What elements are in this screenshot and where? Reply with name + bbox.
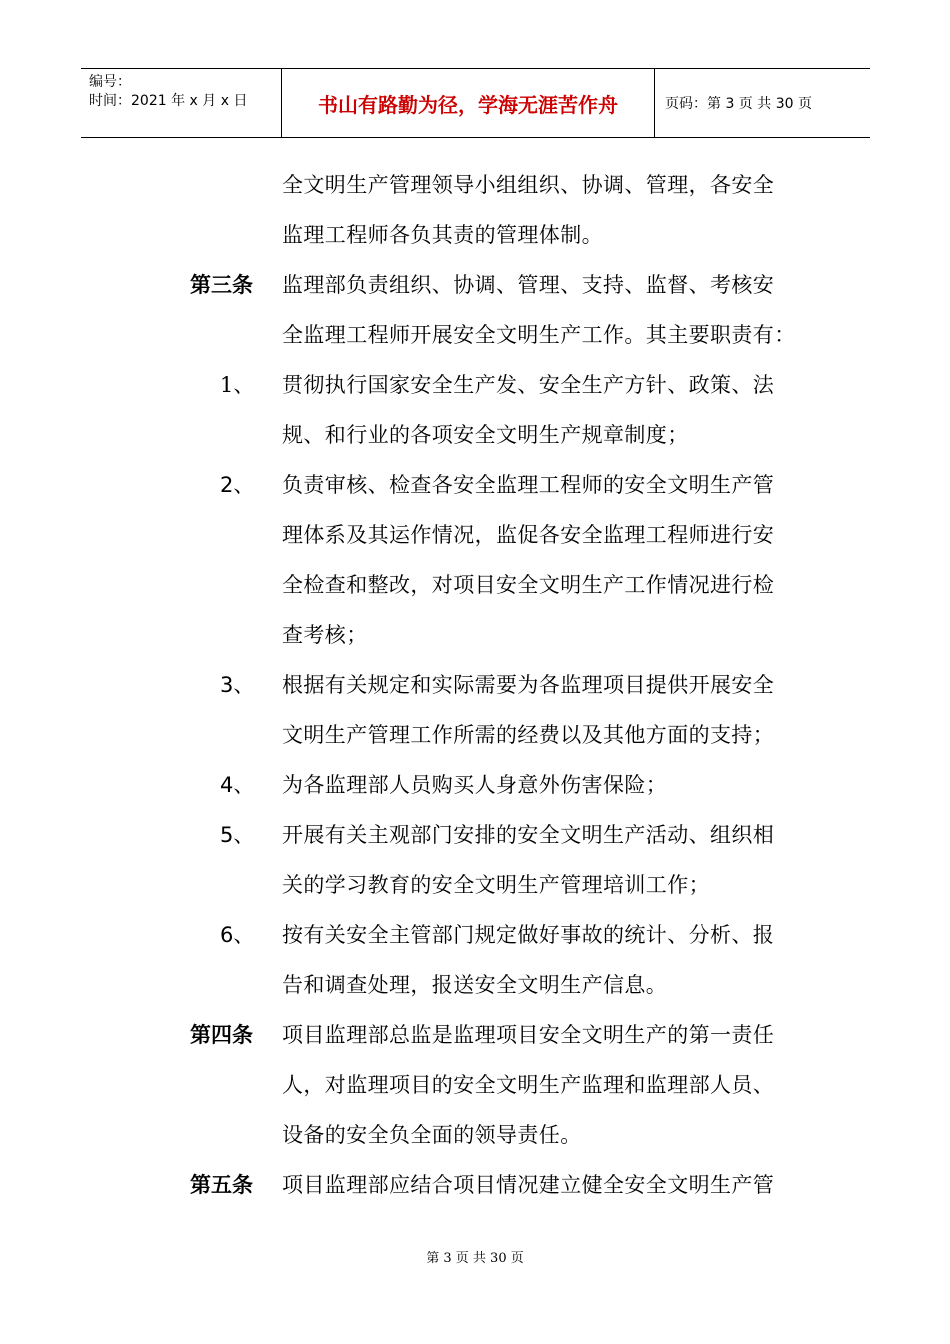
header-meta bbox=[81, 69, 282, 137]
line-text: 设备的安全负全面的领导责任。 bbox=[282, 1123, 582, 1147]
line-text: 监理部负责组织、协调、管理、支持、监督、考核安 bbox=[282, 273, 775, 297]
line-text: 负责审核、检查各安全监理工程师的安全文明生产管 bbox=[282, 473, 775, 497]
text-line bbox=[0, 910, 950, 960]
document-number: 编号： bbox=[89, 74, 131, 90]
text-line bbox=[0, 1010, 950, 1060]
article-label: 第四条 bbox=[190, 1023, 253, 1047]
document-body bbox=[0, 160, 950, 1210]
list-number: 5、 bbox=[220, 823, 255, 847]
text-line bbox=[0, 410, 950, 460]
line-text: 为各监理部人员购买人身意外伤害保险； bbox=[282, 773, 668, 797]
list-number: 2、 bbox=[220, 473, 255, 497]
line-text: 查考核； bbox=[282, 623, 368, 647]
text-line bbox=[0, 210, 950, 260]
text-line bbox=[0, 360, 950, 410]
text-line bbox=[0, 160, 950, 210]
text-line bbox=[0, 1160, 950, 1210]
text-line bbox=[0, 260, 950, 310]
line-text: 监理工程师各负其责的管理体制。 bbox=[282, 223, 603, 247]
line-text: 人，对监理项目的安全文明生产监理和监理部人员、 bbox=[282, 1073, 775, 1097]
text-line bbox=[0, 310, 950, 360]
list-number: 6、 bbox=[220, 923, 255, 947]
line-text: 全监理工程师开展安全文明生产工作。其主要职责有： bbox=[282, 323, 796, 347]
header-table bbox=[81, 68, 870, 138]
article-label: 第五条 bbox=[190, 1173, 253, 1197]
text-line bbox=[0, 1110, 950, 1160]
header-page-info: 页码：第 3 页 共 30 页 bbox=[665, 96, 812, 112]
document-time: 时间：2021 年 x 月 x 日 bbox=[89, 93, 248, 109]
article-label: 第三条 bbox=[190, 273, 253, 297]
line-text: 全文明生产管理领导小组组织、协调、管理，各安全 bbox=[282, 173, 775, 197]
text-line bbox=[0, 510, 950, 560]
line-text: 告和调查处理，报送安全文明生产信息。 bbox=[282, 973, 668, 997]
line-text: 根据有关规定和实际需要为各监理项目提供开展安全 bbox=[282, 673, 775, 697]
text-line bbox=[0, 860, 950, 910]
line-text: 关的学习教育的安全文明生产管理培训工作； bbox=[282, 873, 710, 897]
text-line bbox=[0, 1060, 950, 1110]
line-text: 文明生产管理工作所需的经费以及其他方面的支持； bbox=[282, 723, 775, 747]
header-motto: 书山有路勤为径，学海无涯苦作舟 bbox=[282, 69, 655, 137]
list-number: 4、 bbox=[220, 773, 255, 797]
list-number: 1、 bbox=[220, 373, 255, 397]
text-line bbox=[0, 960, 950, 1010]
line-text: 规、和行业的各项安全文明生产规章制度； bbox=[282, 423, 689, 447]
line-text: 开展有关主观部门安排的安全文明生产活动、组织相 bbox=[282, 823, 775, 847]
text-line bbox=[0, 660, 950, 710]
line-text: 贯彻执行国家安全生产发、安全生产方针、政策、法 bbox=[282, 373, 775, 397]
text-line bbox=[0, 610, 950, 660]
page-footer: 第 3 页 共 30 页 bbox=[426, 1251, 524, 1266]
text-line bbox=[0, 460, 950, 510]
line-text: 按有关安全主管部门规定做好事故的统计、分析、报 bbox=[282, 923, 775, 947]
text-line bbox=[0, 810, 950, 860]
text-line bbox=[0, 760, 950, 810]
line-text: 理体系及其运作情况，监促各安全监理工程师进行安 bbox=[282, 523, 775, 547]
text-line bbox=[0, 710, 950, 760]
line-text: 全检查和整改，对项目安全文明生产工作情况进行检 bbox=[282, 573, 775, 597]
line-text: 项目监理部应结合项目情况建立健全安全文明生产管 bbox=[282, 1173, 775, 1197]
text-line bbox=[0, 560, 950, 610]
list-number: 3、 bbox=[220, 673, 255, 697]
line-text: 项目监理部总监是监理项目安全文明生产的第一责任 bbox=[282, 1023, 775, 1047]
